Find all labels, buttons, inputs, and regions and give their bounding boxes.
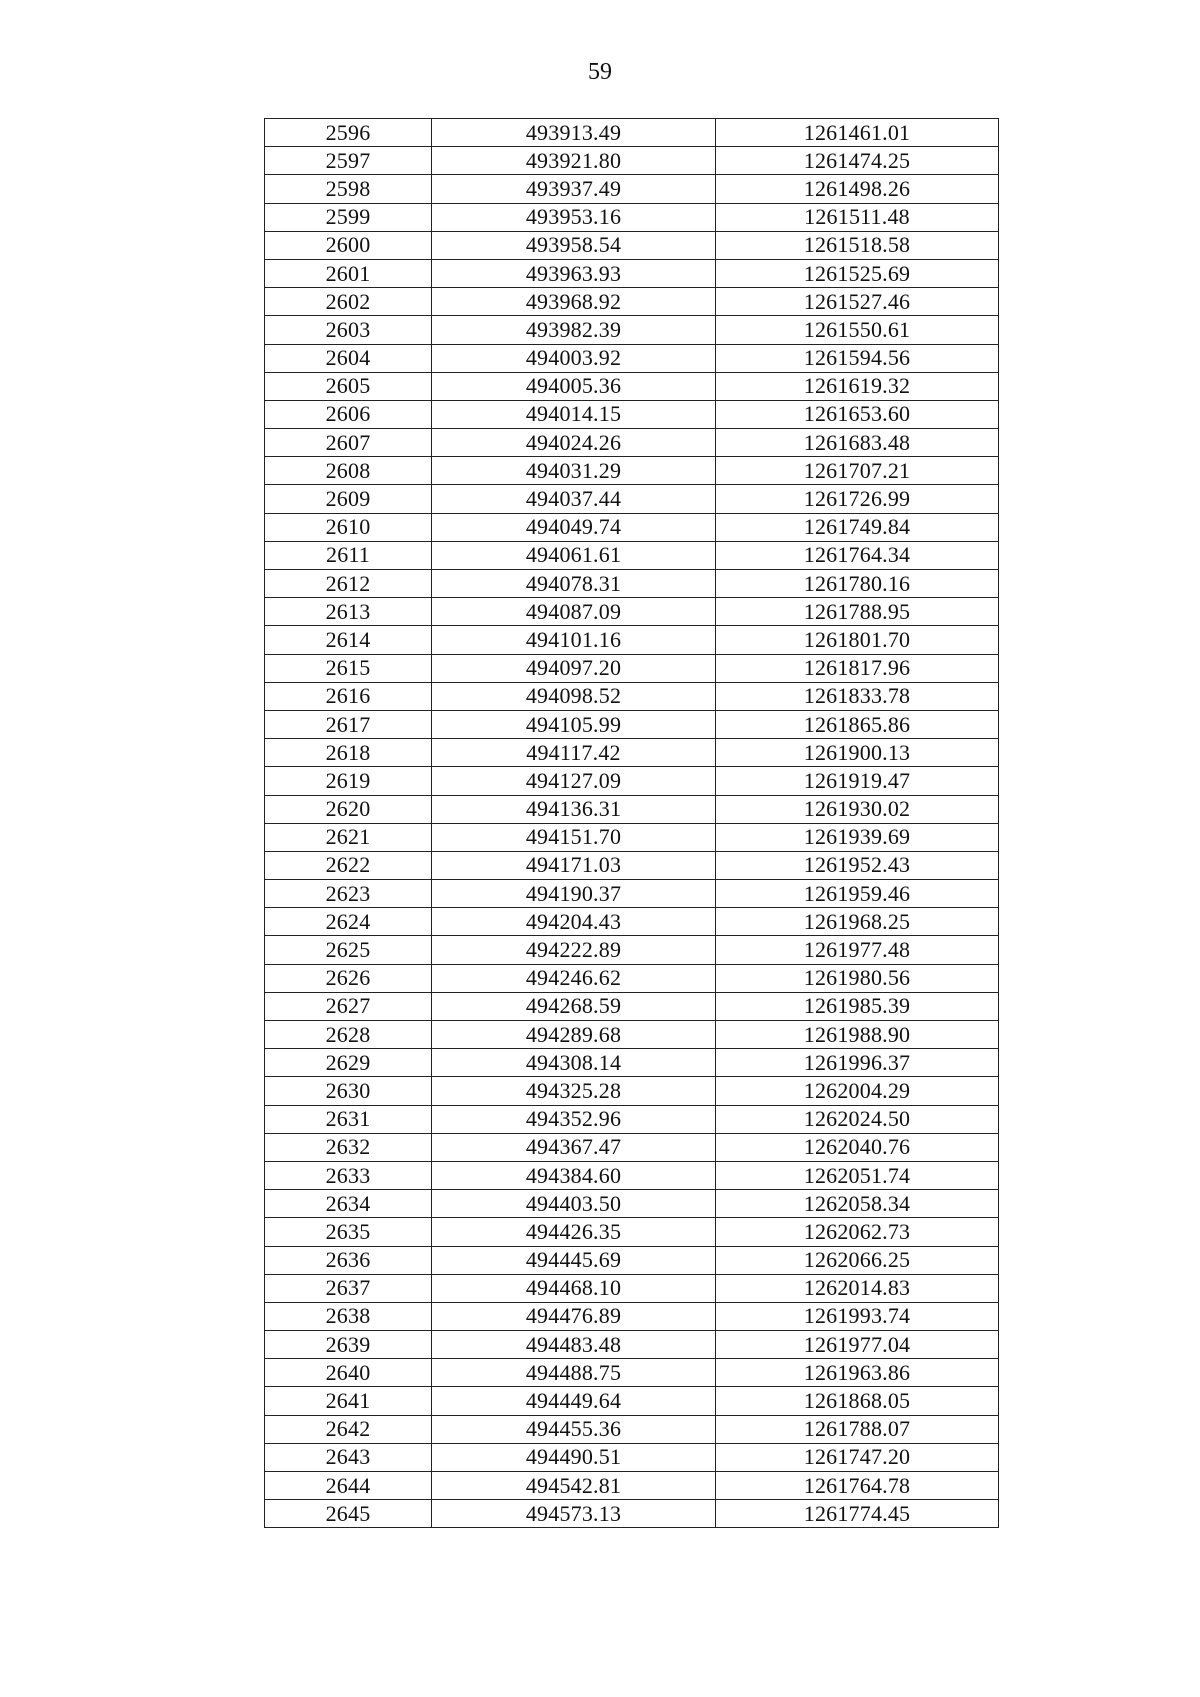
- table-row: [265, 654, 999, 682]
- x-coordinate-cell: 494468.10: [432, 1274, 716, 1302]
- y-coordinate-cell: 1261525.69: [716, 259, 999, 287]
- point-number-cell: 2638: [265, 1302, 432, 1330]
- table-row: [265, 1331, 999, 1359]
- x-coordinate-cell: 494136.31: [432, 795, 716, 823]
- point-number-cell: 2625: [265, 936, 432, 964]
- table-row: [265, 231, 999, 259]
- y-coordinate-cell: 1261980.56: [716, 964, 999, 992]
- point-number-cell: 2616: [265, 682, 432, 710]
- table-row: [265, 259, 999, 287]
- y-coordinate-cell: 1261968.25: [716, 908, 999, 936]
- table-row: [265, 851, 999, 879]
- table-row: [265, 400, 999, 428]
- x-coordinate-cell: 494190.37: [432, 880, 716, 908]
- point-number-cell: 2627: [265, 992, 432, 1020]
- table-row: [265, 795, 999, 823]
- y-coordinate-cell: 1262014.83: [716, 1274, 999, 1302]
- y-coordinate-cell: 1261594.56: [716, 344, 999, 372]
- point-number-cell: 2599: [265, 203, 432, 231]
- x-coordinate-cell: 494204.43: [432, 908, 716, 936]
- y-coordinate-cell: 1261527.46: [716, 288, 999, 316]
- x-coordinate-cell: 494268.59: [432, 992, 716, 1020]
- point-number-cell: 2604: [265, 344, 432, 372]
- x-coordinate-cell: 494049.74: [432, 513, 716, 541]
- y-coordinate-cell: 1261764.34: [716, 541, 999, 569]
- point-number-cell: 2637: [265, 1274, 432, 1302]
- table-row: [265, 203, 999, 231]
- point-number-cell: 2620: [265, 795, 432, 823]
- y-coordinate-cell: 1261865.86: [716, 710, 999, 738]
- table-row: [265, 1472, 999, 1500]
- x-coordinate-cell: 494476.89: [432, 1302, 716, 1330]
- y-coordinate-cell: 1261749.84: [716, 513, 999, 541]
- point-number-cell: 2623: [265, 880, 432, 908]
- table-row: [265, 1077, 999, 1105]
- y-coordinate-cell: 1261780.16: [716, 570, 999, 598]
- point-number-cell: 2639: [265, 1331, 432, 1359]
- x-coordinate-cell: 494352.96: [432, 1105, 716, 1133]
- table-row: [265, 570, 999, 598]
- point-number-cell: 2615: [265, 654, 432, 682]
- y-coordinate-cell: 1261550.61: [716, 316, 999, 344]
- x-coordinate-cell: 494098.52: [432, 682, 716, 710]
- y-coordinate-cell: 1261653.60: [716, 400, 999, 428]
- x-coordinate-cell: 494151.70: [432, 823, 716, 851]
- point-number-cell: 2640: [265, 1359, 432, 1387]
- y-coordinate-cell: 1261985.39: [716, 992, 999, 1020]
- y-coordinate-cell: 1261726.99: [716, 485, 999, 513]
- y-coordinate-cell: 1262058.34: [716, 1190, 999, 1218]
- point-number-cell: 2605: [265, 372, 432, 400]
- table-row: [265, 767, 999, 795]
- x-coordinate-cell: 494367.47: [432, 1133, 716, 1161]
- x-coordinate-cell: 494061.61: [432, 541, 716, 569]
- table-row: [265, 908, 999, 936]
- y-coordinate-cell: 1261833.78: [716, 682, 999, 710]
- point-number-cell: 2636: [265, 1246, 432, 1274]
- x-coordinate-cell: 494384.60: [432, 1161, 716, 1189]
- table-row: [265, 710, 999, 738]
- table-row: [265, 513, 999, 541]
- x-coordinate-cell: 494127.09: [432, 767, 716, 795]
- table-row: [265, 316, 999, 344]
- table-row: [265, 147, 999, 175]
- table-row: [265, 880, 999, 908]
- y-coordinate-cell: 1261919.47: [716, 767, 999, 795]
- table-row: [265, 1415, 999, 1443]
- y-coordinate-cell: 1261993.74: [716, 1302, 999, 1330]
- point-number-cell: 2628: [265, 1021, 432, 1049]
- y-coordinate-cell: 1261747.20: [716, 1443, 999, 1471]
- point-number-cell: 2619: [265, 767, 432, 795]
- x-coordinate-cell: 493913.49: [432, 119, 716, 147]
- point-number-cell: 2632: [265, 1133, 432, 1161]
- table-row: [265, 1190, 999, 1218]
- x-coordinate-cell: 494087.09: [432, 598, 716, 626]
- table-row: [265, 1049, 999, 1077]
- table-row: [265, 1443, 999, 1471]
- table-row: [265, 344, 999, 372]
- point-number-cell: 2611: [265, 541, 432, 569]
- table-row: [265, 1274, 999, 1302]
- table-row: [265, 429, 999, 457]
- coordinates-table-body: [265, 119, 999, 1528]
- page-number: 59: [588, 59, 612, 85]
- table-row: [265, 119, 999, 147]
- point-number-cell: 2642: [265, 1415, 432, 1443]
- x-coordinate-cell: 494222.89: [432, 936, 716, 964]
- y-coordinate-cell: 1261952.43: [716, 851, 999, 879]
- x-coordinate-cell: 493968.92: [432, 288, 716, 316]
- point-number-cell: 2600: [265, 231, 432, 259]
- x-coordinate-cell: 494078.31: [432, 570, 716, 598]
- x-coordinate-cell: 494105.99: [432, 710, 716, 738]
- y-coordinate-cell: 1261963.86: [716, 1359, 999, 1387]
- x-coordinate-cell: 493953.16: [432, 203, 716, 231]
- point-number-cell: 2635: [265, 1218, 432, 1246]
- y-coordinate-cell: 1261474.25: [716, 147, 999, 175]
- y-coordinate-cell: 1262004.29: [716, 1077, 999, 1105]
- x-coordinate-cell: 494445.69: [432, 1246, 716, 1274]
- x-coordinate-cell: 494426.35: [432, 1218, 716, 1246]
- table-row: [265, 598, 999, 626]
- point-number-cell: 2603: [265, 316, 432, 344]
- table-row: [265, 1246, 999, 1274]
- table-row: [265, 1302, 999, 1330]
- x-coordinate-cell: 494024.26: [432, 429, 716, 457]
- y-coordinate-cell: 1261817.96: [716, 654, 999, 682]
- table-row: [265, 1359, 999, 1387]
- point-number-cell: 2644: [265, 1472, 432, 1500]
- x-coordinate-cell: 494171.03: [432, 851, 716, 879]
- x-coordinate-cell: 493982.39: [432, 316, 716, 344]
- y-coordinate-cell: 1261939.69: [716, 823, 999, 851]
- point-number-cell: 2634: [265, 1190, 432, 1218]
- y-coordinate-cell: 1262062.73: [716, 1218, 999, 1246]
- y-coordinate-cell: 1261788.95: [716, 598, 999, 626]
- x-coordinate-cell: 494101.16: [432, 626, 716, 654]
- x-coordinate-cell: 494246.62: [432, 964, 716, 992]
- point-number-cell: 2607: [265, 429, 432, 457]
- point-number-cell: 2601: [265, 259, 432, 287]
- table-row: [265, 626, 999, 654]
- point-number-cell: 2612: [265, 570, 432, 598]
- point-number-cell: 2641: [265, 1387, 432, 1415]
- point-number-cell: 2630: [265, 1077, 432, 1105]
- point-number-cell: 2626: [265, 964, 432, 992]
- point-number-cell: 2622: [265, 851, 432, 879]
- y-coordinate-cell: 1261988.90: [716, 1021, 999, 1049]
- table-row: [265, 541, 999, 569]
- y-coordinate-cell: 1262051.74: [716, 1161, 999, 1189]
- table-row: [265, 682, 999, 710]
- x-coordinate-cell: 493958.54: [432, 231, 716, 259]
- x-coordinate-cell: 493937.49: [432, 175, 716, 203]
- point-number-cell: 2617: [265, 710, 432, 738]
- point-number-cell: 2621: [265, 823, 432, 851]
- point-number-cell: 2596: [265, 119, 432, 147]
- y-coordinate-cell: 1261764.78: [716, 1472, 999, 1500]
- y-coordinate-cell: 1261930.02: [716, 795, 999, 823]
- x-coordinate-cell: 494003.92: [432, 344, 716, 372]
- y-coordinate-cell: 1261683.48: [716, 429, 999, 457]
- x-coordinate-cell: 494014.15: [432, 400, 716, 428]
- x-coordinate-cell: 493963.93: [432, 259, 716, 287]
- point-number-cell: 2610: [265, 513, 432, 541]
- table-row: [265, 1218, 999, 1246]
- point-number-cell: 2618: [265, 739, 432, 767]
- point-number-cell: 2613: [265, 598, 432, 626]
- y-coordinate-cell: 1261801.70: [716, 626, 999, 654]
- x-coordinate-cell: 494325.28: [432, 1077, 716, 1105]
- x-coordinate-cell: 494117.42: [432, 739, 716, 767]
- y-coordinate-cell: 1261977.48: [716, 936, 999, 964]
- x-coordinate-cell: 494403.50: [432, 1190, 716, 1218]
- y-coordinate-cell: 1261619.32: [716, 372, 999, 400]
- x-coordinate-cell: 494308.14: [432, 1049, 716, 1077]
- y-coordinate-cell: 1262024.50: [716, 1105, 999, 1133]
- y-coordinate-cell: 1261868.05: [716, 1387, 999, 1415]
- table-row: [265, 457, 999, 485]
- point-number-cell: 2624: [265, 908, 432, 936]
- x-coordinate-cell: 493921.80: [432, 147, 716, 175]
- y-coordinate-cell: 1262066.25: [716, 1246, 999, 1274]
- table-row: [265, 1387, 999, 1415]
- x-coordinate-cell: 494455.36: [432, 1415, 716, 1443]
- x-coordinate-cell: 494573.13: [432, 1500, 716, 1528]
- table-row: [265, 1500, 999, 1528]
- x-coordinate-cell: 494449.64: [432, 1387, 716, 1415]
- table-row: [265, 1105, 999, 1133]
- y-coordinate-cell: 1261996.37: [716, 1049, 999, 1077]
- y-coordinate-cell: 1261707.21: [716, 457, 999, 485]
- table-row: [265, 823, 999, 851]
- point-number-cell: 2606: [265, 400, 432, 428]
- point-number-cell: 2633: [265, 1161, 432, 1189]
- table-row: [265, 1161, 999, 1189]
- table-row: [265, 1133, 999, 1161]
- y-coordinate-cell: 1261774.45: [716, 1500, 999, 1528]
- x-coordinate-cell: 494490.51: [432, 1443, 716, 1471]
- point-number-cell: 2608: [265, 457, 432, 485]
- x-coordinate-cell: 494488.75: [432, 1359, 716, 1387]
- y-coordinate-cell: 1261900.13: [716, 739, 999, 767]
- y-coordinate-cell: 1261977.04: [716, 1331, 999, 1359]
- table-row: [265, 992, 999, 1020]
- x-coordinate-cell: 494005.36: [432, 372, 716, 400]
- table-row: [265, 175, 999, 203]
- table-row: [265, 288, 999, 316]
- point-number-cell: 2602: [265, 288, 432, 316]
- point-number-cell: 2643: [265, 1443, 432, 1471]
- point-number-cell: 2645: [265, 1500, 432, 1528]
- y-coordinate-cell: 1261788.07: [716, 1415, 999, 1443]
- x-coordinate-cell: 494037.44: [432, 485, 716, 513]
- table-row: [265, 964, 999, 992]
- x-coordinate-cell: 494542.81: [432, 1472, 716, 1500]
- table-row: [265, 485, 999, 513]
- x-coordinate-cell: 494289.68: [432, 1021, 716, 1049]
- coordinates-table: [264, 118, 999, 1528]
- table-row: [265, 1021, 999, 1049]
- x-coordinate-cell: 494097.20: [432, 654, 716, 682]
- x-coordinate-cell: 494483.48: [432, 1331, 716, 1359]
- y-coordinate-cell: 1261959.46: [716, 880, 999, 908]
- point-number-cell: 2629: [265, 1049, 432, 1077]
- y-coordinate-cell: 1261461.01: [716, 119, 999, 147]
- point-number-cell: 2609: [265, 485, 432, 513]
- y-coordinate-cell: 1261518.58: [716, 231, 999, 259]
- table-row: [265, 936, 999, 964]
- point-number-cell: 2631: [265, 1105, 432, 1133]
- point-number-cell: 2598: [265, 175, 432, 203]
- y-coordinate-cell: 1262040.76: [716, 1133, 999, 1161]
- table-row: [265, 372, 999, 400]
- point-number-cell: 2614: [265, 626, 432, 654]
- point-number-cell: 2597: [265, 147, 432, 175]
- y-coordinate-cell: 1261498.26: [716, 175, 999, 203]
- table-row: [265, 739, 999, 767]
- y-coordinate-cell: 1261511.48: [716, 203, 999, 231]
- x-coordinate-cell: 494031.29: [432, 457, 716, 485]
